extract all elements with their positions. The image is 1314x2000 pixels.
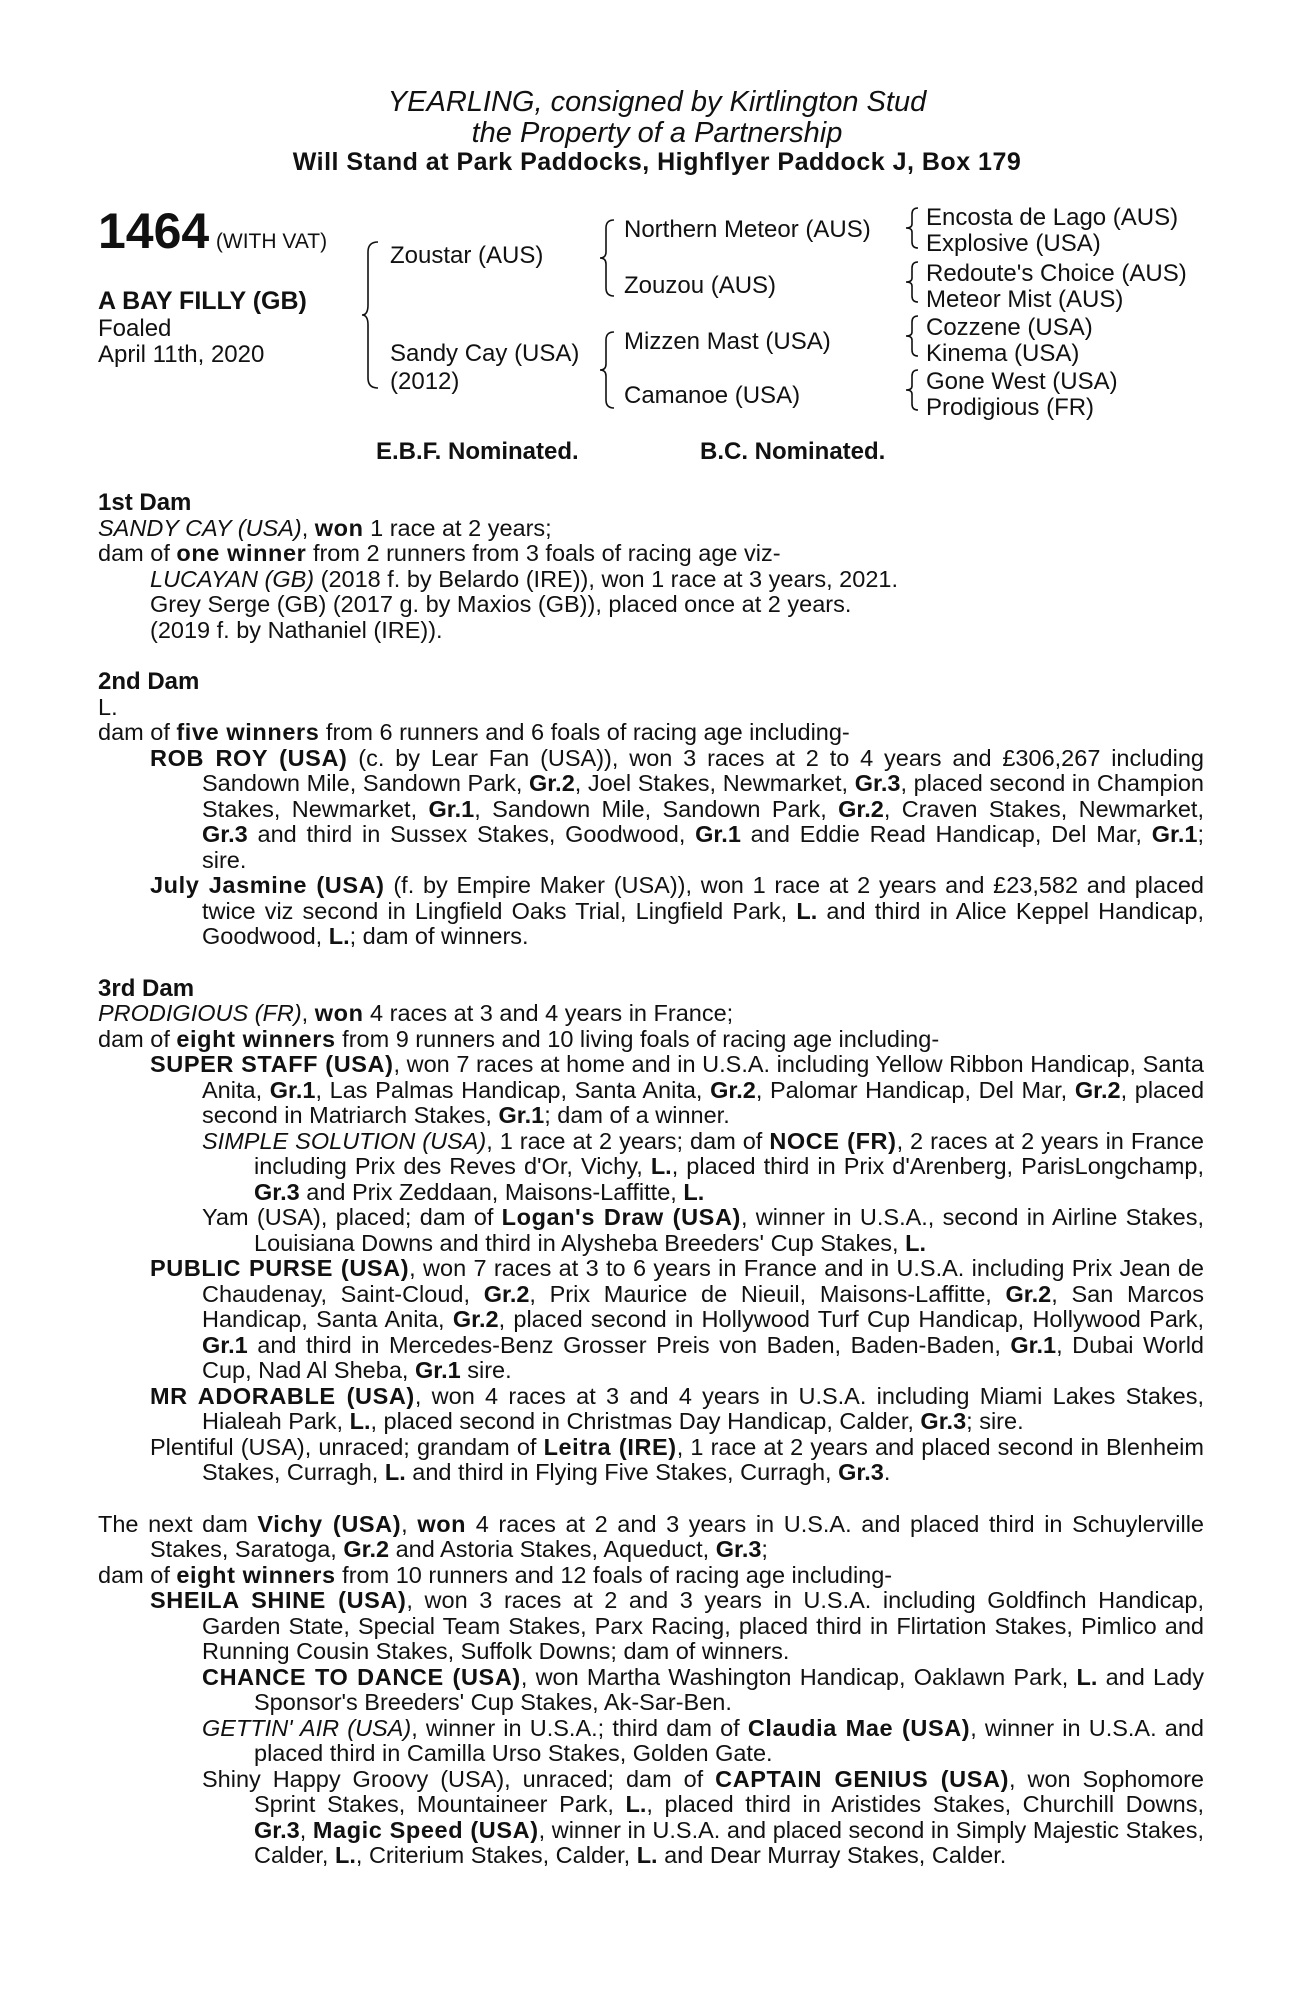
pedigree-brace-dd (904, 368, 920, 412)
pedigree-ddd: Prodigious (FR) (926, 394, 1095, 421)
produce-plentiful: Plentiful (USA), unraced; grandam of Leitra (IRE), 1 race at 2 years and placed second in Blenheim Stakes, Curragh, L. and third in Flying Five Stakes, Curragh, Gr.3. (150, 1433, 1204, 1485)
lot-number: 1464 (98, 203, 210, 259)
produce-super-staff: SUPER STAFF (USA), won 7 races at home and in U.S.A. including Yellow Ribbon Handicap, Santa Anita, Gr.1, Las Palmas Handicap, Santa Anita, Gr.2, Palomar Handicap, Del Mar, Gr.2, placed second in Matriarch Stakes, Gr.1; dam of a winner. (150, 1051, 1205, 1128)
third-dam-line: PRODIGIOUS (FR), won 4 races at 3 and 4 years in France; (98, 1000, 734, 1026)
produce-july-jasmine: July Jasmine (USA) (f. by Empire Maker (USA)), won 1 race at 2 years and £23,582 and placed twice viz second in Lingfield Oaks Trial, Lingfield Park, L. and third in Alice Keppel Handicap, Goodwood, L.; dam of winners. (150, 872, 1204, 949)
pedigree-dds: Gone West (USA) (926, 368, 1118, 395)
pedigree-sds: Redoute's Choice (AUS) (926, 260, 1187, 287)
foaled-label: Foaled (98, 315, 172, 342)
catalogue-body (98, 490, 1204, 1869)
produce-lucayan: LUCAYAN (GB) (2018 f. by Belardo (IRE)), won 1 race at 3 years, 2021. (150, 565, 898, 592)
third-dam-heading: 3rd Dam (98, 974, 195, 1002)
produce-rob-roy: ROB ROY (USA) (c. by Lear Fan (USA)), won 3 races at 2 to 4 years and £306,267 including Sandown Mile, Sandown Park, Gr.2, Joel Stakes, Newmarket, Gr.3, placed second in Champion Stakes, Newmarket, Gr.1, Sandown Mile, Sandown Park, Gr.2, Craven Stakes, Newmarket, Gr.3 and third in Sussex Stakes, Goodwood, Gr.1 and Eddie Read Handicap, Del Mar, Gr.1; sire. (150, 744, 1204, 873)
first-dam-heading: 1st Dam (98, 489, 192, 516)
produce-grey-serge: Grey Serge (GB) (2017 g. by Maxios (GB)), placed once at 2 years. (150, 591, 852, 617)
pedigree-brace-dam (598, 330, 618, 410)
produce-chance-to-dance: CHANCE TO DANCE (USA), won Martha Washington Handicap, Oaklawn Park, L. and Lady Sponsor's Breeders' Cup Stakes, Ak-Sar-Ben. (202, 1663, 1204, 1715)
ebf-nomination: E.B.F. Nominated. (376, 438, 579, 465)
pedigree-dsd: Kinema (USA) (926, 340, 1080, 367)
pedigree-sss: Encosta de Lago (AUS) (926, 204, 1179, 231)
pedigree-brace-ds (904, 314, 920, 358)
pedigree-dam-year: (2012) (390, 368, 460, 395)
pedigree-dss: Cozzene (USA) (926, 314, 1093, 341)
produce-simple-solution: SIMPLE SOLUTION (USA), 1 race at 2 years; dam of NOCE (FR), 2 races at 2 years in France including Prix des Reves d'Or, Vichy, L., placed third in Prix d'Arenberg, ParisLongchamp, Gr.3 and Prix Zeddaan, Maisons-Laffitte, L. (202, 1127, 1204, 1205)
produce-shiny-happy-groovy: Shiny Happy Groovy (USA), unraced; dam of CAPTAIN GENIUS (USA), won Sophomore Sprint Stakes, Mountaineer Park, L., placed third in Aristides Stakes, Churchill Downs, Gr.3, Magic Speed (USA), winner in U.S.A. and placed second in Simply Majestic Stakes, Calder, L., Criterium Stakes, Calder, L. and Dear Murray Stakes, Calder. (202, 1765, 1205, 1868)
produce-mr-adorable: MR ADORABLE (USA), won 4 races at 3 and 4 years in U.S.A. including Miami Lakes Stakes, Hialeah Park, L., placed second in Christmas Day Handicap, Calder, Gr.3; sire. (150, 1382, 1204, 1434)
header-line-3: Will Stand at Park Paddocks, Highflyer Paddock J, Box 179 (292, 148, 1022, 176)
second-dam-produce-line: dam of five winners from 6 runners and 6 foals of racing age including- (98, 719, 850, 745)
pedigree-brace-sire (598, 218, 618, 298)
pedigree-sire-sire: Northern Meteor (AUS) (624, 216, 871, 243)
pedigree-ssd: Explosive (USA) (926, 230, 1101, 257)
pedigree-dam: Sandy Cay (USA) (390, 340, 580, 367)
next-dam-line: The next dam Vichy (USA), won 4 races at 2 and 3 years in U.S.A. and placed third in Schuylerville Stakes, Saratoga, Gr.2 and Astoria Stakes, Aqueduct, Gr.3; (98, 1510, 1205, 1562)
next-dam-produce-line: dam of eight winners from 10 runners and 12 foals of racing age including- (98, 1561, 893, 1588)
pedigree-sire-dam: Zouzou (AUS) (624, 272, 777, 299)
horse-name: A BAY FILLY (GB) (98, 287, 307, 315)
pedigree-brace-main (360, 240, 382, 390)
produce-yam: Yam (USA), placed; dam of Logan's Draw (USA), winner in U.S.A., second in Airline Stakes, Louisiana Downs and third in Alysheba Breeders' Cup Stakes, L. (202, 1204, 1204, 1256)
lot-number-block (98, 202, 327, 260)
produce-public-purse: PUBLIC PURSE (USA), won 7 races at 3 to 6 years in France and in U.S.A. including Prix Jean de Chaudenay, Saint-Cloud, Gr.2, Prix Maurice de Nieuil, Maisons-Laffitte, Gr.2, San Marcos Handicap, Santa Anita, Gr.2, placed second in Hollywood Turf Cup Handicap, Hollywood Park, Gr.1 and third in Mercedes-Benz Grosser Preis von Baden, Baden-Baden, Gr.1, Dubai World Cup, Nad Al Sheba, Gr.1 sire. (150, 1255, 1204, 1383)
pedigree-brace-ss (904, 206, 920, 250)
third-dam-produce-line: dam of eight winners from 9 runners and 10 living foals of racing age including- (98, 1025, 940, 1052)
second-dam-line: L. (98, 693, 118, 720)
vat-label: (WITH VAT) (215, 230, 328, 253)
first-dam-line: SANDY CAY (USA), won 1 race at 2 years; (98, 514, 552, 541)
produce-sheila-shine: SHEILA SHINE (USA), won 3 races at 2 and 3 years in U.S.A. including Goldfinch Handicap, Garden State, Special Team Stakes, Parx Racing, placed third in Flirtation Stakes, Pimlico and Running Cousin Stakes, Suffolk Downs; dam of winners. (150, 1587, 1204, 1664)
produce-2019: (2019 f. by Nathaniel (IRE)). (150, 616, 443, 643)
first-dam-produce-line: dam of one winner from 2 runners from 3 foals of racing age viz- (98, 540, 781, 566)
produce-gettin-air: GETTIN' AIR (USA), winner in U.S.A.; third dam of Claudia Mae (USA), winner in U.S.A. and placed third in Camilla Urso Stakes, Golden Gate. (202, 1714, 1205, 1766)
foaled-date: April 11th, 2020 (98, 341, 265, 368)
second-dam-heading: 2nd Dam (98, 668, 200, 695)
pedigree-dam-sire: Mizzen Mast (USA) (624, 328, 831, 355)
pedigree-sdd: Meteor Mist (AUS) (926, 286, 1124, 313)
bc-nomination: B.C. Nominated. (700, 438, 886, 465)
header-line-2: the Property of a Partnership (471, 117, 843, 149)
pedigree-dam-dam: Camanoe (USA) (624, 382, 801, 409)
header-line-1: YEARLING, consigned by Kirtlington Stud (387, 86, 927, 118)
pedigree-brace-sd (904, 260, 920, 304)
pedigree-sire: Zoustar (AUS) (390, 242, 544, 269)
